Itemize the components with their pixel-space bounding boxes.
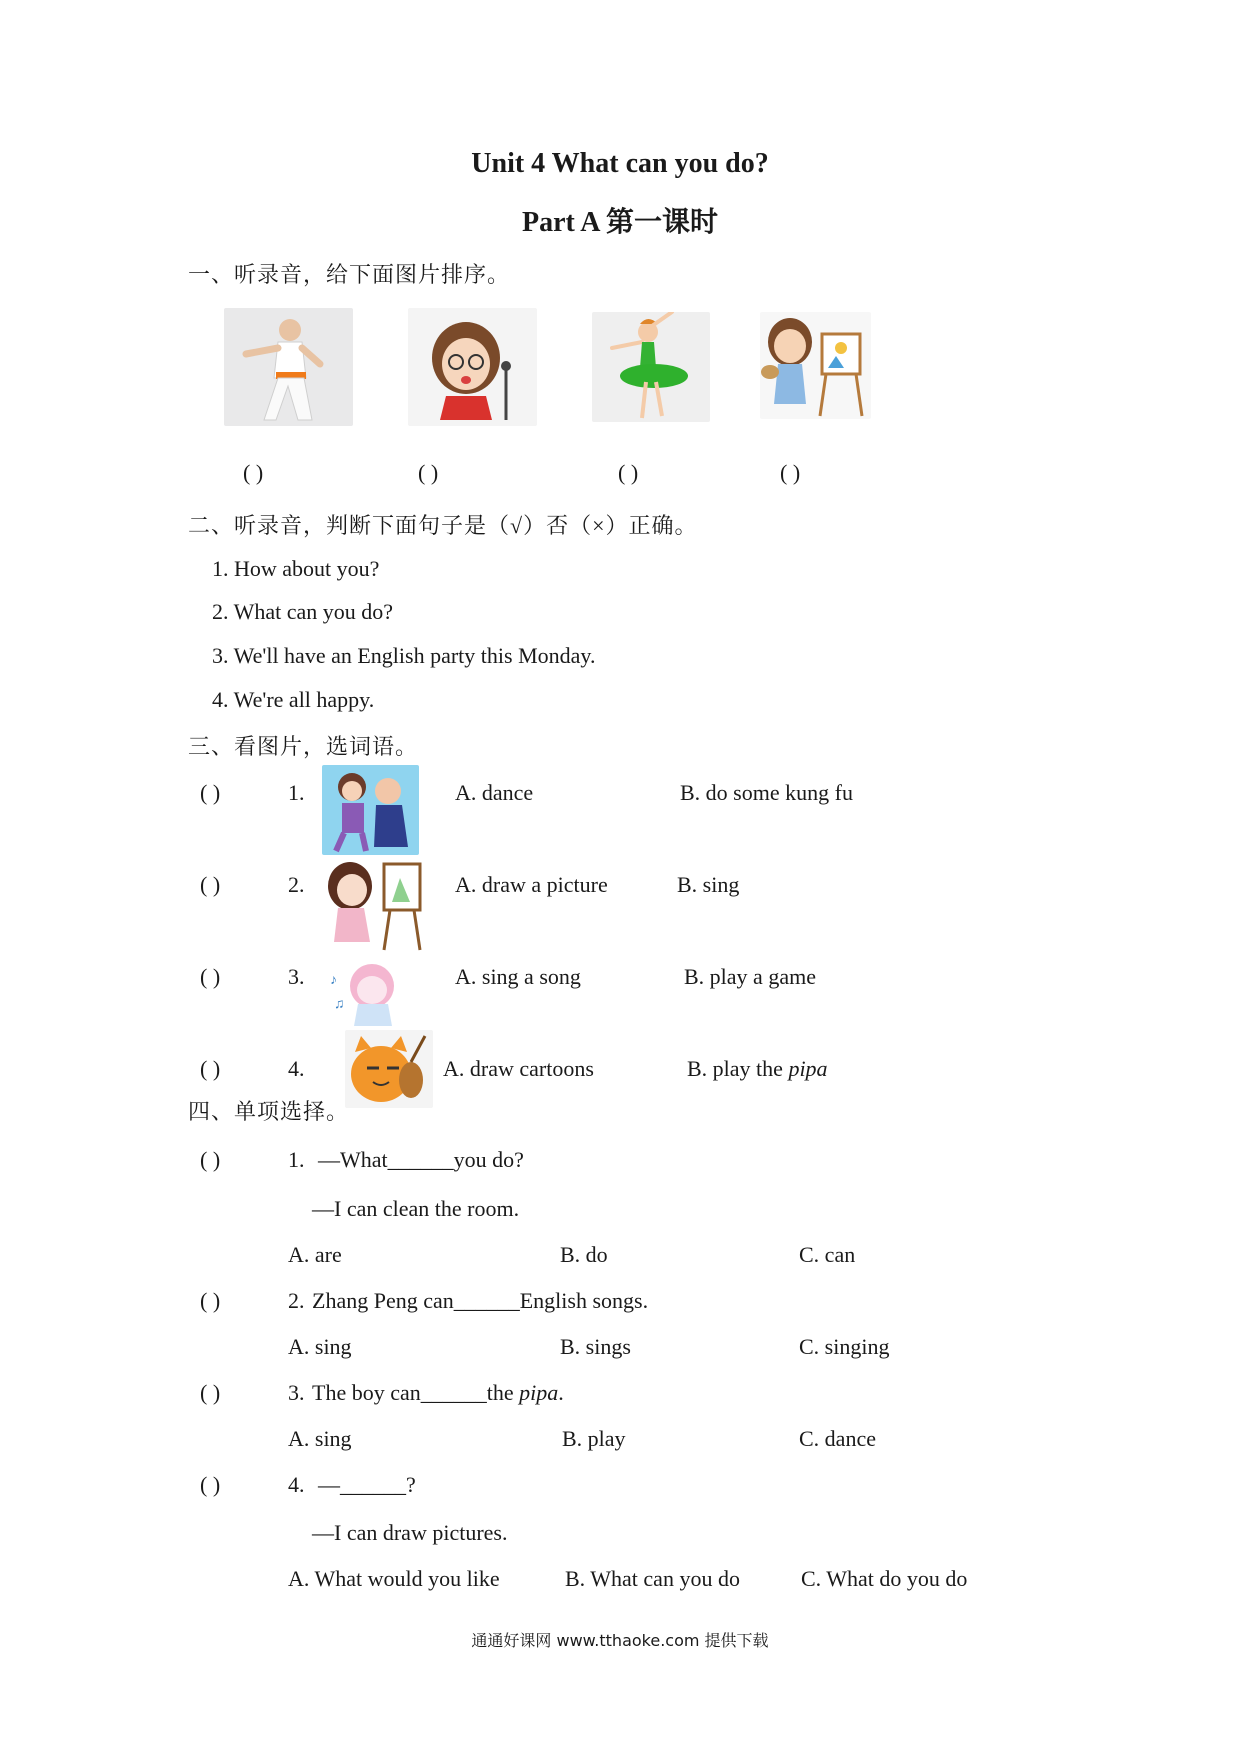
order-blank-1[interactable]: ( ): [243, 460, 264, 485]
unit-title: Unit 4 What can you do?: [471, 148, 769, 179]
s3-answer-blank-4[interactable]: ( ): [200, 1056, 221, 1081]
footer-text: 通通好课网 www.tthaoke.com 提供下载: [471, 1631, 769, 1650]
s4-q4-question: —______?: [318, 1472, 416, 1497]
s4-q3-question: [312, 1380, 564, 1406]
s4-q4-num: 4.: [288, 1472, 305, 1497]
s4-q3-option-b[interactable]: B. play: [562, 1426, 626, 1451]
s4-q1-answer-line: —I can clean the room.: [312, 1196, 520, 1221]
cat-pipa-icon: [345, 1030, 433, 1108]
s4-q1-option-a[interactable]: A. are: [288, 1242, 342, 1267]
s3-item-num-1: 1.: [288, 780, 305, 805]
s4-q2-question: Zhang Peng can______English songs.: [312, 1288, 649, 1313]
s4-q3-num: 3.: [288, 1380, 305, 1405]
s3-answer-blank-3[interactable]: ( ): [200, 964, 221, 989]
part-title: Part A 第一课时: [522, 207, 718, 238]
section2-item-4: 4. We're all happy.: [212, 687, 375, 712]
s4-answer-blank-1[interactable]: ( ): [200, 1147, 221, 1172]
s4-q4-option-b[interactable]: B. What can you do: [565, 1566, 740, 1591]
s3-option-a-2[interactable]: A. draw a picture: [455, 872, 608, 897]
s4-q3-question-prefix: The boy can______the: [312, 1380, 520, 1405]
s4-q4-option-a[interactable]: A. What would you like: [288, 1566, 500, 1591]
s3-option-a-1[interactable]: A. dance: [455, 780, 534, 805]
s3-answer-blank-1[interactable]: ( ): [200, 780, 221, 805]
s3-option-a-4[interactable]: A. draw cartoons: [443, 1056, 594, 1081]
s3-option-b-4-prefix: B. play the: [687, 1056, 789, 1081]
section2-item-2: 2. What can you do?: [212, 599, 394, 624]
s4-q4-answer-line: —I can draw pictures.: [312, 1520, 508, 1545]
s4-answer-blank-4[interactable]: ( ): [200, 1472, 221, 1497]
s4-q1-num: 1.: [288, 1147, 305, 1172]
s3-option-b-4-italic: pipa: [788, 1056, 828, 1081]
s4-q3-option-a[interactable]: A. sing: [288, 1426, 352, 1451]
s4-q3-question-suffix: .: [558, 1380, 564, 1405]
s4-q2-option-c[interactable]: C. singing: [799, 1334, 890, 1359]
svg-text:♪: ♪: [330, 973, 337, 988]
svg-text:♫: ♫: [334, 997, 345, 1012]
s3-option-b-4[interactable]: [687, 1056, 828, 1082]
s4-q4-option-c[interactable]: C. What do you do: [801, 1566, 968, 1591]
section4-heading: 四、单项选择。: [188, 1099, 350, 1124]
s4-q3-question-italic: pipa: [519, 1380, 559, 1405]
section2-item-1: 1. How about you?: [212, 556, 380, 581]
order-blank-3[interactable]: ( ): [618, 460, 639, 485]
girl-drawing-icon: [322, 858, 432, 952]
order-blank-2[interactable]: ( ): [418, 460, 439, 485]
s3-answer-blank-2[interactable]: ( ): [200, 872, 221, 897]
s3-item-num-2: 2.: [288, 872, 305, 897]
s3-item-num-4: 4.: [288, 1056, 305, 1081]
girl-singing-icon: [326, 958, 406, 1030]
painting-girl-cartoon: [760, 312, 871, 419]
s4-q1-option-c[interactable]: C. can: [799, 1242, 856, 1267]
s4-q2-option-b[interactable]: B. sings: [560, 1334, 631, 1359]
s3-option-a-3[interactable]: A. sing a song: [455, 964, 581, 989]
s3-item-num-3: 3.: [288, 964, 305, 989]
s4-q1-option-b[interactable]: B. do: [560, 1242, 608, 1267]
s4-answer-blank-2[interactable]: ( ): [200, 1288, 221, 1313]
s4-q1-question: —What______you do?: [318, 1147, 524, 1172]
s4-q2-num: 2.: [288, 1288, 305, 1313]
s4-q2-option-a[interactable]: A. sing: [288, 1334, 352, 1359]
s3-option-b-2[interactable]: B. sing: [677, 872, 740, 897]
section1-heading: 一、听录音，给下面图片排序。: [188, 262, 511, 287]
s3-option-b-1[interactable]: B. do some kung fu: [680, 780, 853, 805]
section2-item-3: 3. We'll have an English party this Monday.: [212, 643, 596, 668]
singing-girl-cartoon: [408, 308, 537, 426]
section3-heading: 三、看图片，选词语。: [188, 734, 419, 759]
kung-fu-boy-photo: [224, 308, 353, 426]
section2-heading: 二、听录音，判断下面句子是（√）否（×）正确。: [188, 513, 698, 538]
ballet-dancer-cartoon: [592, 312, 710, 422]
s4-answer-blank-3[interactable]: ( ): [200, 1380, 221, 1405]
kung-fu-kids-icon: [322, 765, 419, 855]
s3-option-b-3[interactable]: B. play a game: [684, 964, 816, 989]
s4-q3-option-c[interactable]: C. dance: [799, 1426, 876, 1451]
order-blank-4[interactable]: ( ): [780, 460, 801, 485]
